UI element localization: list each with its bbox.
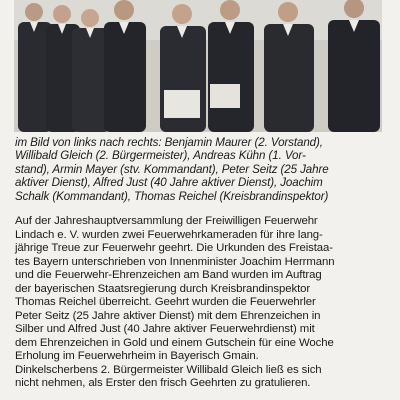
- group-photo: [14, 0, 382, 132]
- photo-caption: [15, 136, 387, 203]
- caption-line: Schalk (Kommandant), Thomas Reichel (Kreisbrandinspektor): [15, 189, 329, 203]
- article-line: nicht nehmen, als Erster den frisch Geehrten zu gratulieren.: [15, 377, 311, 389]
- article-line: tes Bayern unterschrieben von Innenminister Joachim Herrmann: [15, 255, 335, 268]
- article-line: Dinkelscherbens 2. Bürgermeister Willibald Gleich ließ es sich: [15, 363, 322, 376]
- caption-line: aktiver Dienst), Alfred Just (40 Jahre aktiver Dienst), Joachim: [15, 176, 323, 190]
- article-body: [15, 215, 385, 391]
- article-line: dem Ehrenzeichen in Gold und einem Gutschein für eine Woche: [15, 336, 334, 349]
- article-line: Lindach e. V. wurden zwei Feuerwehrkameraden für ihre lang-: [15, 228, 323, 241]
- article-line: der bayerischen Staatsregierung durch Kreisbrandinspektor: [15, 282, 311, 295]
- article-line: Erholung im Feuerwehrheim in Bayerisch Gmain.: [15, 350, 259, 362]
- caption-line: im Bild von links nach rechts: Benjamin Maurer (2. Vorstand),: [15, 136, 323, 149]
- article-line: Thomas Reichel überreicht. Geehrt wurden die Feuerwehrler: [15, 296, 316, 308]
- article-line: Silber und Alfred Just (40 Jahre aktiver Feuerwehrdienst) mit: [15, 323, 315, 335]
- caption-line: Willibald Gleich (2. Bürgermeister), Andreas Kühn (1. Vor-: [15, 149, 306, 163]
- article-line: jährige Treue zur Feuerwehr geehrt. Die Urkunden des Freistaa-: [15, 242, 333, 254]
- article-line: und die Feuerwehr-Ehrenzeichen am Band wurden im Auftrag: [15, 269, 322, 281]
- article-line: Peter Seitz (25 Jahre aktiver Dienst) mit dem Ehrenzeichen in: [15, 309, 321, 322]
- group-photo-figures: [14, 0, 382, 132]
- caption-line: stand), Armin Mayer (stv. Kommandant), Peter Seitz (25 Jahre: [15, 162, 329, 176]
- article-line: Auf der Jahreshauptversammlung der Freiwilligen Feuerwehr: [15, 215, 318, 227]
